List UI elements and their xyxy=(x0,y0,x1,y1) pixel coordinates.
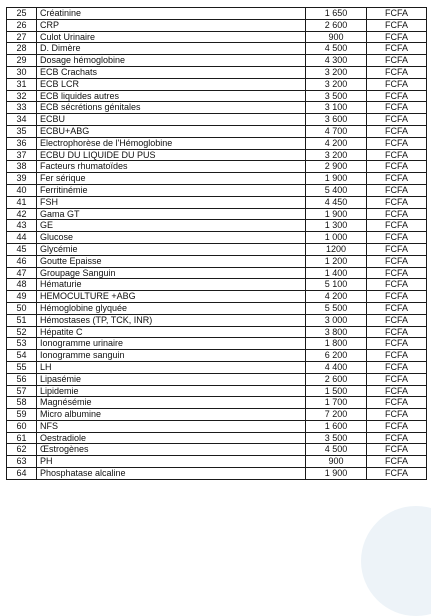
row-number: 26 xyxy=(7,19,37,31)
currency-label: FCFA xyxy=(367,114,427,126)
row-number: 54 xyxy=(7,350,37,362)
row-number: 28 xyxy=(7,43,37,55)
test-price: 3 600 xyxy=(306,114,367,126)
watermark-logo xyxy=(361,506,431,616)
test-name: Lipasémie xyxy=(37,373,306,385)
row-number: 33 xyxy=(7,102,37,114)
test-name: ECB sécrétions génitales xyxy=(37,102,306,114)
row-number: 35 xyxy=(7,125,37,137)
currency-label: FCFA xyxy=(367,90,427,102)
row-number: 45 xyxy=(7,243,37,255)
test-name: Ionogramme sanguin xyxy=(37,350,306,362)
table-row xyxy=(7,102,427,114)
test-name: ECB LCR xyxy=(37,78,306,90)
test-price: 4 200 xyxy=(306,137,367,149)
test-name: ECB liquides autres xyxy=(37,90,306,102)
test-price: 1 700 xyxy=(306,397,367,409)
test-price: 1 500 xyxy=(306,385,367,397)
table-row xyxy=(7,196,427,208)
currency-label: FCFA xyxy=(367,432,427,444)
currency-label: FCFA xyxy=(367,220,427,232)
test-price: 1 000 xyxy=(306,232,367,244)
table-row xyxy=(7,255,427,267)
test-name: Hémoglobine glyquée xyxy=(37,302,306,314)
table-row xyxy=(7,432,427,444)
test-price: 7 200 xyxy=(306,409,367,421)
currency-label: FCFA xyxy=(367,196,427,208)
table-row xyxy=(7,373,427,385)
currency-label: FCFA xyxy=(367,409,427,421)
currency-label: FCFA xyxy=(367,456,427,468)
row-number: 61 xyxy=(7,432,37,444)
test-price: 3 800 xyxy=(306,326,367,338)
currency-label: FCFA xyxy=(367,373,427,385)
row-number: 48 xyxy=(7,279,37,291)
test-price: 4 700 xyxy=(306,125,367,137)
test-price: 900 xyxy=(306,456,367,468)
table-row xyxy=(7,444,427,456)
test-name: FSH xyxy=(37,196,306,208)
test-name: Fer sérique xyxy=(37,173,306,185)
table-row xyxy=(7,78,427,90)
table-row xyxy=(7,149,427,161)
row-number: 30 xyxy=(7,66,37,78)
test-price: 2 600 xyxy=(306,19,367,31)
test-price: 1 600 xyxy=(306,420,367,432)
row-number: 25 xyxy=(7,8,37,20)
test-price: 2 600 xyxy=(306,373,367,385)
lab-test-price-table xyxy=(6,7,427,480)
test-price: 1 650 xyxy=(306,8,367,20)
row-number: 39 xyxy=(7,173,37,185)
test-price: 1 900 xyxy=(306,468,367,480)
table-row xyxy=(7,19,427,31)
table-row xyxy=(7,361,427,373)
test-price: 4 450 xyxy=(306,196,367,208)
test-price: 1 900 xyxy=(306,173,367,185)
test-price: 900 xyxy=(306,31,367,43)
row-number: 49 xyxy=(7,291,37,303)
test-name: Culot Urinaire xyxy=(37,31,306,43)
test-name: Ferritinémie xyxy=(37,184,306,196)
table-row xyxy=(7,279,427,291)
test-name: ECBU xyxy=(37,114,306,126)
currency-label: FCFA xyxy=(367,444,427,456)
currency-label: FCFA xyxy=(367,291,427,303)
test-name: Glucose xyxy=(37,232,306,244)
currency-label: FCFA xyxy=(367,468,427,480)
test-price: 3 200 xyxy=(306,149,367,161)
test-price: 4 500 xyxy=(306,444,367,456)
table-row xyxy=(7,220,427,232)
test-price: 3 500 xyxy=(306,432,367,444)
table-row xyxy=(7,8,427,20)
test-price: 3 200 xyxy=(306,78,367,90)
table-row xyxy=(7,385,427,397)
currency-label: FCFA xyxy=(367,184,427,196)
test-price: 3 500 xyxy=(306,90,367,102)
test-name: CRP xyxy=(37,19,306,31)
row-number: 58 xyxy=(7,397,37,409)
row-number: 36 xyxy=(7,137,37,149)
currency-label: FCFA xyxy=(367,208,427,220)
test-price: 1 400 xyxy=(306,267,367,279)
currency-label: FCFA xyxy=(367,125,427,137)
test-price: 4 400 xyxy=(306,361,367,373)
table-row xyxy=(7,55,427,67)
row-number: 56 xyxy=(7,373,37,385)
table-row xyxy=(7,420,427,432)
test-name: Phosphatase alcaline xyxy=(37,468,306,480)
currency-label: FCFA xyxy=(367,232,427,244)
test-name: Créatinine xyxy=(37,8,306,20)
row-number: 40 xyxy=(7,184,37,196)
row-number: 34 xyxy=(7,114,37,126)
table-row xyxy=(7,314,427,326)
test-name: Electrophorèse de l'Hémoglobine xyxy=(37,137,306,149)
table-row xyxy=(7,208,427,220)
test-price: 1 900 xyxy=(306,208,367,220)
currency-label: FCFA xyxy=(367,161,427,173)
test-name: Dosage hémoglobine xyxy=(37,55,306,67)
currency-label: FCFA xyxy=(367,102,427,114)
test-name: Œstrogènes xyxy=(37,444,306,456)
table-row xyxy=(7,468,427,480)
row-number: 55 xyxy=(7,361,37,373)
row-number: 32 xyxy=(7,90,37,102)
test-name: HEMOCULTURE +ABG xyxy=(37,291,306,303)
test-price: 4 500 xyxy=(306,43,367,55)
currency-label: FCFA xyxy=(367,420,427,432)
currency-label: FCFA xyxy=(367,173,427,185)
test-price: 1 200 xyxy=(306,255,367,267)
test-price: 1 300 xyxy=(306,220,367,232)
test-name: NFS xyxy=(37,420,306,432)
table-row xyxy=(7,161,427,173)
test-price: 1 800 xyxy=(306,338,367,350)
row-number: 64 xyxy=(7,468,37,480)
row-number: 63 xyxy=(7,456,37,468)
table-row xyxy=(7,409,427,421)
currency-label: FCFA xyxy=(367,255,427,267)
test-name: Micro albumine xyxy=(37,409,306,421)
test-name: Glycémie xyxy=(37,243,306,255)
row-number: 38 xyxy=(7,161,37,173)
table-row xyxy=(7,184,427,196)
test-price: 5 400 xyxy=(306,184,367,196)
table-body xyxy=(7,8,427,480)
currency-label: FCFA xyxy=(367,326,427,338)
currency-label: FCFA xyxy=(367,31,427,43)
table-row xyxy=(7,302,427,314)
table-row xyxy=(7,66,427,78)
currency-label: FCFA xyxy=(367,302,427,314)
test-name: Facteurs rhumatoïdes xyxy=(37,161,306,173)
test-price: 3 100 xyxy=(306,102,367,114)
currency-label: FCFA xyxy=(367,8,427,20)
currency-label: FCFA xyxy=(367,137,427,149)
test-name: Hépatite C xyxy=(37,326,306,338)
test-name: Magnésémie xyxy=(37,397,306,409)
currency-label: FCFA xyxy=(367,243,427,255)
currency-label: FCFA xyxy=(367,55,427,67)
currency-label: FCFA xyxy=(367,385,427,397)
currency-label: FCFA xyxy=(367,267,427,279)
row-number: 42 xyxy=(7,208,37,220)
currency-label: FCFA xyxy=(367,19,427,31)
test-name: ECB Crachats xyxy=(37,66,306,78)
table-row xyxy=(7,125,427,137)
table-row xyxy=(7,456,427,468)
currency-label: FCFA xyxy=(367,78,427,90)
row-number: 47 xyxy=(7,267,37,279)
test-name: D. Dimère xyxy=(37,43,306,55)
row-number: 31 xyxy=(7,78,37,90)
currency-label: FCFA xyxy=(367,314,427,326)
row-number: 53 xyxy=(7,338,37,350)
table-row xyxy=(7,31,427,43)
row-number: 37 xyxy=(7,149,37,161)
row-number: 57 xyxy=(7,385,37,397)
test-name: ECBU+ABG xyxy=(37,125,306,137)
row-number: 52 xyxy=(7,326,37,338)
row-number: 51 xyxy=(7,314,37,326)
table-row xyxy=(7,232,427,244)
test-name: Ionogramme urinaire xyxy=(37,338,306,350)
row-number: 41 xyxy=(7,196,37,208)
row-number: 62 xyxy=(7,444,37,456)
row-number: 44 xyxy=(7,232,37,244)
test-name: ECBU DU LIQUIDE DU PUS xyxy=(37,149,306,161)
test-name: Hématurie xyxy=(37,279,306,291)
test-price: 3 000 xyxy=(306,314,367,326)
table-row xyxy=(7,114,427,126)
test-price: 5 100 xyxy=(306,279,367,291)
test-name: PH xyxy=(37,456,306,468)
table-row xyxy=(7,90,427,102)
table-row xyxy=(7,137,427,149)
test-name: Hémostases (TP, TCK, INR) xyxy=(37,314,306,326)
test-name: LH xyxy=(37,361,306,373)
currency-label: FCFA xyxy=(367,397,427,409)
table-row xyxy=(7,350,427,362)
test-price: 3 200 xyxy=(306,66,367,78)
test-price: 4 300 xyxy=(306,55,367,67)
test-name: Groupage Sanguin xyxy=(37,267,306,279)
currency-label: FCFA xyxy=(367,350,427,362)
test-name: Oestradiole xyxy=(37,432,306,444)
table-row xyxy=(7,326,427,338)
currency-label: FCFA xyxy=(367,279,427,291)
table-row xyxy=(7,397,427,409)
row-number: 59 xyxy=(7,409,37,421)
row-number: 60 xyxy=(7,420,37,432)
test-name: GE xyxy=(37,220,306,232)
table-row xyxy=(7,338,427,350)
row-number: 50 xyxy=(7,302,37,314)
currency-label: FCFA xyxy=(367,361,427,373)
test-name: Goutte Epaisse xyxy=(37,255,306,267)
test-name: Gama GT xyxy=(37,208,306,220)
currency-label: FCFA xyxy=(367,43,427,55)
test-name: Lipidemie xyxy=(37,385,306,397)
currency-label: FCFA xyxy=(367,66,427,78)
row-number: 46 xyxy=(7,255,37,267)
row-number: 29 xyxy=(7,55,37,67)
row-number: 43 xyxy=(7,220,37,232)
table-row xyxy=(7,267,427,279)
currency-label: FCFA xyxy=(367,338,427,350)
test-price: 1200 xyxy=(306,243,367,255)
test-price: 5 500 xyxy=(306,302,367,314)
table-row xyxy=(7,243,427,255)
price-list-page xyxy=(6,7,427,480)
table-row xyxy=(7,173,427,185)
row-number: 27 xyxy=(7,31,37,43)
test-price: 4 200 xyxy=(306,291,367,303)
currency-label: FCFA xyxy=(367,149,427,161)
test-price: 2 900 xyxy=(306,161,367,173)
table-row xyxy=(7,291,427,303)
table-row xyxy=(7,43,427,55)
test-price: 6 200 xyxy=(306,350,367,362)
